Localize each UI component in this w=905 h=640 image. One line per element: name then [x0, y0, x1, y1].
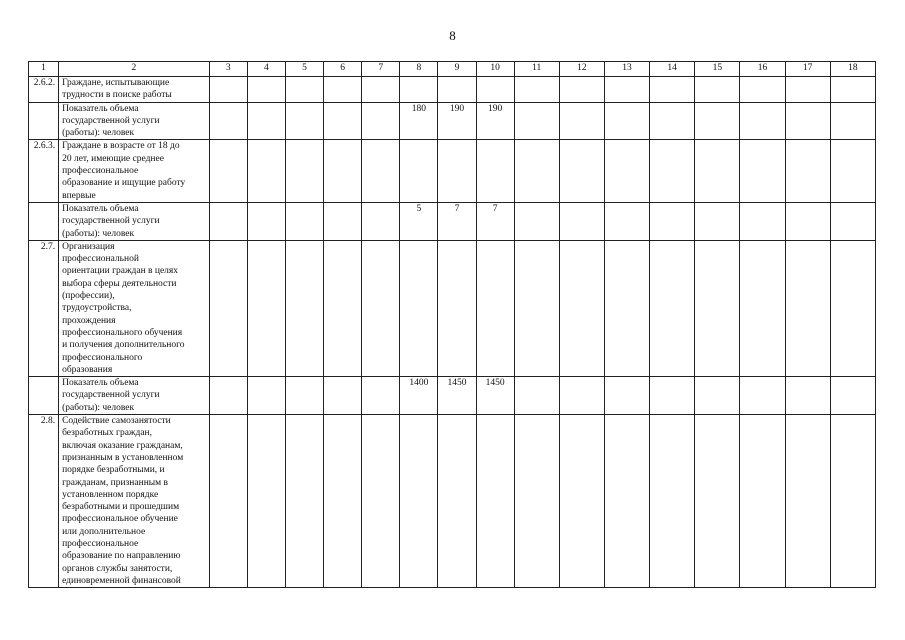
column-header-16: 16	[740, 62, 785, 77]
value-cell-col-17	[785, 102, 830, 140]
value-cell-col-8: 180	[400, 102, 438, 140]
row-description-cell	[59, 415, 210, 588]
value-cell-col-14	[650, 102, 695, 140]
column-header-18: 18	[830, 62, 875, 77]
description-line: порядке безработными, и	[62, 465, 165, 476]
value-cell-col-17	[785, 140, 830, 202]
value-cell-col-3	[209, 202, 247, 240]
value-cell-col-18	[830, 202, 875, 240]
value-cell-col-4	[247, 240, 285, 376]
value-cell-col-4	[247, 77, 285, 103]
value-cell-col-18	[830, 415, 875, 588]
table-header-row	[29, 62, 876, 77]
value-cell-col-7	[362, 415, 400, 588]
value-cell-col-11	[514, 102, 559, 140]
table-row	[29, 415, 876, 588]
description-line: трудности в поиске работы	[62, 90, 172, 101]
value-cell-col-3	[209, 102, 247, 140]
description-line: органов службы занятости,	[62, 563, 173, 574]
value-cell-col-12	[559, 77, 604, 103]
value-cell-col-6	[324, 377, 362, 415]
row-description-cell	[59, 240, 210, 376]
table-row	[29, 102, 876, 140]
value-cell-col-7	[362, 77, 400, 103]
value-cell-col-11	[514, 202, 559, 240]
value-cell-col-3	[209, 140, 247, 202]
description-line: Граждане, испытывающие	[62, 78, 170, 88]
value-cell-col-8: 5	[400, 202, 438, 240]
description-line: образование и ищущие работу	[62, 178, 186, 189]
value-cell-col-18	[830, 102, 875, 140]
value-cell-col-13	[604, 140, 649, 202]
description-line: Показатель объема	[62, 378, 139, 389]
value-cell-col-5	[285, 102, 323, 140]
value-cell-col-5	[285, 377, 323, 415]
value-cell-col-4	[247, 415, 285, 588]
description-line: государственной услуги	[62, 390, 160, 401]
value-cell-col-15	[695, 240, 740, 376]
description-line: Показатель объема	[62, 103, 139, 114]
row-number-cell: 2.6.2.	[29, 77, 59, 103]
description-line: Показатель объема	[62, 203, 139, 214]
value-cell-col-13	[604, 377, 649, 415]
value-cell-col-5	[285, 202, 323, 240]
column-header-9: 9	[438, 62, 476, 77]
table-body	[29, 77, 876, 588]
value-cell-col-8	[400, 77, 438, 103]
value-cell-col-7	[362, 202, 400, 240]
table-row	[29, 240, 876, 376]
column-header-3: 3	[209, 62, 247, 77]
description-line: профессиональное	[62, 538, 139, 549]
value-cell-col-17	[785, 202, 830, 240]
value-cell-col-17	[785, 240, 830, 376]
description-line: профессионального	[62, 352, 143, 363]
value-cell-col-10: 190	[476, 102, 514, 140]
description-line: (работы): человек	[62, 128, 135, 139]
value-cell-col-15	[695, 377, 740, 415]
value-cell-col-9	[438, 77, 476, 103]
description-line: Граждане в возрасте от 18 до	[62, 141, 180, 152]
column-header-13: 13	[604, 62, 649, 77]
value-cell-col-16	[740, 140, 785, 202]
value-cell-col-6	[324, 415, 362, 588]
value-cell-col-10	[476, 140, 514, 202]
value-cell-col-14	[650, 202, 695, 240]
value-cell-col-12	[559, 240, 604, 376]
value-cell-col-6	[324, 140, 362, 202]
value-cell-col-14	[650, 140, 695, 202]
value-cell-col-17	[785, 415, 830, 588]
description-line: единовременной финансовой	[62, 575, 181, 586]
value-cell-col-10: 7	[476, 202, 514, 240]
budget-table	[28, 61, 876, 588]
value-cell-col-13	[604, 240, 649, 376]
description-line: безработных граждан,	[62, 428, 152, 439]
value-cell-col-12	[559, 377, 604, 415]
description-line: Организация	[62, 241, 115, 252]
column-header-6: 6	[324, 62, 362, 77]
description-line: образования	[62, 364, 113, 375]
description-line: и получения дополнительного	[62, 340, 185, 351]
value-cell-col-15	[695, 202, 740, 240]
row-number-cell: 2.6.3.	[29, 140, 59, 202]
value-cell-col-16	[740, 102, 785, 140]
description-line: гражданам, признанным в	[62, 477, 169, 488]
value-cell-col-5	[285, 77, 323, 103]
description-line: установленном порядке	[62, 489, 159, 500]
value-cell-col-15	[695, 140, 740, 202]
value-cell-col-7	[362, 377, 400, 415]
description-line: (профессии),	[62, 291, 115, 302]
row-description-cell	[59, 140, 210, 202]
value-cell-col-4	[247, 140, 285, 202]
value-cell-col-11	[514, 415, 559, 588]
value-cell-col-16	[740, 77, 785, 103]
value-cell-col-6	[324, 240, 362, 376]
description-line: профессиональное обучение	[62, 514, 178, 525]
description-line: государственной услуги	[62, 115, 160, 126]
row-description-cell	[59, 77, 210, 103]
value-cell-col-11	[514, 240, 559, 376]
value-cell-col-18	[830, 377, 875, 415]
value-cell-col-14	[650, 77, 695, 103]
value-cell-col-6	[324, 77, 362, 103]
table-row	[29, 377, 876, 415]
column-header-1: 1	[29, 62, 59, 77]
value-cell-col-9: 190	[438, 102, 476, 140]
value-cell-col-7	[362, 102, 400, 140]
value-cell-col-12	[559, 202, 604, 240]
value-cell-col-5	[285, 140, 323, 202]
column-header-10: 10	[476, 62, 514, 77]
value-cell-col-12	[559, 140, 604, 202]
value-cell-col-12	[559, 415, 604, 588]
row-number-cell	[29, 202, 59, 240]
value-cell-col-9: 1450	[438, 377, 476, 415]
value-cell-col-13	[604, 202, 649, 240]
value-cell-col-6	[324, 102, 362, 140]
value-cell-col-18	[830, 240, 875, 376]
table-row	[29, 140, 876, 202]
column-header-12: 12	[559, 62, 604, 77]
value-cell-col-9	[438, 240, 476, 376]
column-header-7: 7	[362, 62, 400, 77]
value-cell-col-9	[438, 140, 476, 202]
value-cell-col-12	[559, 102, 604, 140]
description-line: трудоустройства,	[62, 303, 132, 314]
value-cell-col-10: 1450	[476, 377, 514, 415]
value-cell-col-8: 1400	[400, 377, 438, 415]
row-description-cell	[59, 377, 210, 415]
value-cell-col-3	[209, 77, 247, 103]
description-line: прохождения	[62, 315, 116, 326]
row-number-cell	[29, 102, 59, 140]
value-cell-col-14	[650, 415, 695, 588]
value-cell-col-13	[604, 415, 649, 588]
column-header-4: 4	[247, 62, 285, 77]
description-line: выбора сферы деятельности	[62, 278, 177, 289]
value-cell-col-18	[830, 140, 875, 202]
value-cell-col-17	[785, 377, 830, 415]
value-cell-col-8	[400, 415, 438, 588]
description-line: профессиональное	[62, 166, 139, 177]
column-header-2: 2	[59, 62, 210, 77]
description-line: профессиональной	[62, 254, 139, 265]
value-cell-col-5	[285, 240, 323, 376]
value-cell-col-9: 7	[438, 202, 476, 240]
description-line: безработными и прошедшим	[62, 502, 180, 513]
description-line: впервые	[62, 190, 96, 201]
row-description-cell	[59, 202, 210, 240]
value-cell-col-4	[247, 377, 285, 415]
column-header-17: 17	[785, 62, 830, 77]
description-line: включая оказание гражданам,	[62, 440, 183, 451]
value-cell-col-8	[400, 240, 438, 376]
value-cell-col-9	[438, 415, 476, 588]
value-cell-col-10	[476, 415, 514, 588]
value-cell-col-16	[740, 240, 785, 376]
description-line: (работы): человек	[62, 402, 135, 413]
value-cell-col-10	[476, 77, 514, 103]
value-cell-col-7	[362, 140, 400, 202]
value-cell-col-16	[740, 415, 785, 588]
value-cell-col-15	[695, 77, 740, 103]
description-line: (работы): человек	[62, 228, 135, 239]
table-row	[29, 202, 876, 240]
value-cell-col-18	[830, 77, 875, 103]
value-cell-col-15	[695, 102, 740, 140]
column-header-15: 15	[695, 62, 740, 77]
row-number-cell: 2.7.	[29, 240, 59, 376]
value-cell-col-4	[247, 202, 285, 240]
value-cell-col-3	[209, 415, 247, 588]
description-line: ориентации граждан в целях	[62, 266, 179, 277]
column-header-11: 11	[514, 62, 559, 77]
value-cell-col-4	[247, 102, 285, 140]
value-cell-col-14	[650, 377, 695, 415]
value-cell-col-7	[362, 240, 400, 376]
value-cell-col-3	[209, 240, 247, 376]
value-cell-col-11	[514, 377, 559, 415]
value-cell-col-13	[604, 77, 649, 103]
value-cell-col-13	[604, 102, 649, 140]
table-row	[29, 77, 876, 103]
value-cell-col-16	[740, 377, 785, 415]
description-line: Содействие самозанятости	[62, 416, 171, 427]
page-number: 8	[449, 28, 456, 43]
description-line: признанным в установленном	[62, 452, 184, 463]
value-cell-col-17	[785, 77, 830, 103]
row-number-cell: 2.8.	[29, 415, 59, 588]
value-cell-col-14	[650, 240, 695, 376]
description-line: 20 лет, имеющие среднее	[62, 153, 164, 164]
value-cell-col-15	[695, 415, 740, 588]
description-line: образование по направлению	[62, 551, 181, 562]
value-cell-col-10	[476, 240, 514, 376]
value-cell-col-3	[209, 377, 247, 415]
column-header-8: 8	[400, 62, 438, 77]
row-description-cell	[59, 102, 210, 140]
value-cell-col-11	[514, 77, 559, 103]
value-cell-col-6	[324, 202, 362, 240]
description-line: профессионального обучения	[62, 327, 183, 338]
description-line: или дополнительное	[62, 526, 146, 537]
value-cell-col-8	[400, 140, 438, 202]
value-cell-col-11	[514, 140, 559, 202]
value-cell-col-16	[740, 202, 785, 240]
description-line: государственной услуги	[62, 216, 160, 227]
column-header-5: 5	[285, 62, 323, 77]
row-number-cell	[29, 377, 59, 415]
column-header-14: 14	[650, 62, 695, 77]
value-cell-col-5	[285, 415, 323, 588]
